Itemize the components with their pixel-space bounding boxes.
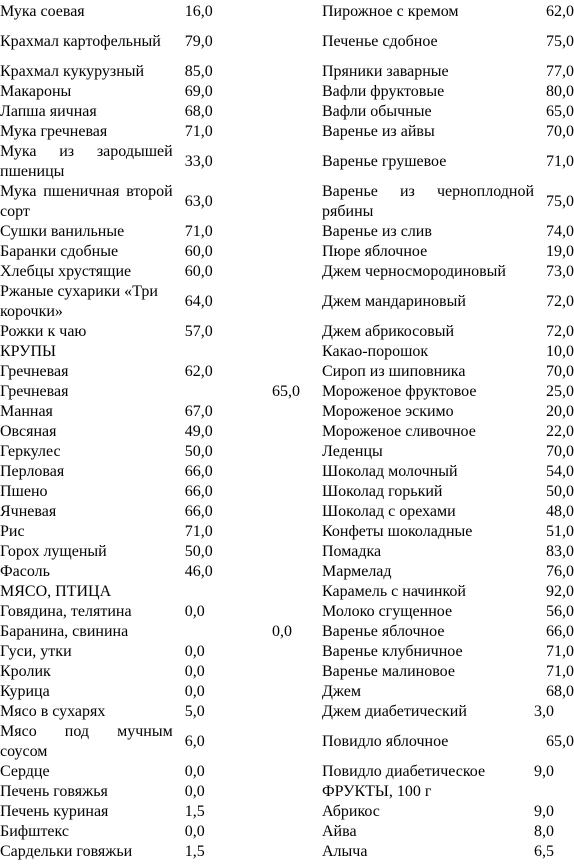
item-name: Хлебцы хрустящие	[0, 263, 132, 280]
table-row	[322, 622, 574, 642]
item-value: 70,0	[546, 123, 574, 140]
table-row	[0, 242, 222, 262]
item-name: Джем диабетический	[322, 703, 467, 720]
item-name: Мука соевая	[0, 3, 85, 20]
item-name: Шоколад молочный	[322, 463, 458, 480]
item-name: Алыча	[322, 843, 368, 860]
item-value: 73,0	[546, 263, 574, 280]
table-row	[0, 582, 222, 602]
table-row	[322, 182, 574, 222]
item-value: 0,0	[184, 783, 205, 800]
table-row	[322, 842, 574, 862]
item-name: Сушки ванильные	[0, 223, 125, 240]
item-name: Гречневая	[0, 383, 69, 400]
table-row	[322, 782, 574, 802]
item-value: 33,0	[184, 153, 213, 170]
item-value: 46,0	[184, 563, 213, 580]
item-name: Ячневая	[0, 503, 57, 520]
item-name: Печенье сдобное	[322, 33, 438, 50]
item-value: 1,5	[184, 843, 205, 860]
item-name: Печень говяжья	[0, 783, 108, 800]
table-row	[322, 342, 574, 362]
table-row	[0, 682, 222, 702]
item-value: 77,0	[546, 63, 574, 80]
table-row	[0, 662, 222, 682]
table-row	[0, 182, 222, 222]
item-name: Варенье грушевое	[322, 153, 447, 170]
item-value: 70,0	[546, 363, 574, 380]
table-row	[0, 222, 222, 242]
item-value: 19,0	[546, 243, 574, 260]
item-value: 1,5	[184, 803, 205, 820]
item-name: МЯСО, ПТИЦА	[0, 583, 112, 600]
item-name: Макароны	[0, 83, 72, 100]
item-value: 62,0	[546, 3, 574, 20]
item-name: Сироп из шиповника	[322, 363, 466, 380]
table-row	[0, 62, 222, 82]
item-value: 62,0	[184, 363, 213, 380]
item-name: Баранина, свинина	[0, 623, 129, 640]
table-row	[322, 242, 574, 262]
item-value: 60,0	[184, 263, 213, 280]
table-row	[322, 762, 574, 782]
table-row	[0, 822, 222, 842]
item-value: 92,0	[546, 583, 574, 600]
item-name: Джем абрикосовый	[322, 323, 455, 340]
item-name: Мука пшеничная второй сорт	[0, 183, 173, 220]
item-name: Варенье из айвы	[322, 123, 435, 140]
item-value: 9,0	[534, 803, 554, 820]
table-row	[0, 622, 222, 642]
item-name: Гуси, утки	[0, 643, 72, 660]
item-value: 49,0	[184, 423, 213, 440]
item-value: 8,0	[534, 823, 554, 840]
item-name: Кролик	[0, 663, 51, 680]
item-name: Шоколад с орехами	[322, 503, 456, 520]
item-value: 0,0	[272, 623, 292, 640]
table-row	[0, 482, 222, 502]
item-value: 16,0	[184, 3, 213, 20]
item-value: 0,0	[184, 683, 205, 700]
item-name: Конфеты шоколадные	[322, 523, 473, 540]
item-value: 9,0	[534, 763, 554, 780]
table-row	[0, 802, 222, 822]
item-value: 66,0	[546, 623, 574, 640]
table-row	[322, 282, 574, 322]
item-name: Печень куриная	[0, 803, 109, 820]
item-name: Крахмал кукурузный	[0, 63, 145, 80]
item-name: Повидло яблочное	[322, 733, 449, 750]
item-name: Баранки сдобные	[0, 243, 119, 260]
table-row	[322, 2, 574, 22]
table-row	[322, 482, 574, 502]
table-row	[322, 262, 574, 282]
item-name: Айва	[322, 823, 357, 840]
item-name: Мороженое эскимо	[322, 403, 454, 420]
table-row	[0, 382, 222, 402]
item-value: 0,0	[184, 643, 205, 660]
item-value: 83,0	[546, 543, 574, 560]
item-value: 56,0	[546, 603, 574, 620]
item-name: Варенье клубничное	[322, 643, 463, 660]
item-name: Джем черносмородиновый	[322, 263, 506, 280]
item-name: Пшено	[0, 483, 48, 500]
table-row	[0, 282, 222, 322]
table-row	[322, 682, 574, 702]
item-value: 50,0	[546, 483, 574, 500]
item-value: 54,0	[546, 463, 574, 480]
item-name: Фасоль	[0, 563, 50, 580]
table-row	[322, 662, 574, 682]
item-name: Джем мандариновый	[322, 293, 466, 310]
table-row	[322, 802, 574, 822]
item-value: 60,0	[184, 243, 213, 260]
table-row	[322, 422, 574, 442]
item-name: Ржаные сухарики «Три корочки»	[0, 283, 158, 320]
table-row	[322, 522, 574, 542]
item-value: 5,0	[184, 703, 205, 720]
table-row	[0, 322, 222, 342]
table-row	[322, 722, 574, 762]
item-value: 0,0	[184, 603, 205, 620]
table-row	[322, 602, 574, 622]
item-name: Рожки к чаю	[0, 323, 87, 340]
item-value: 57,0	[184, 323, 213, 340]
table-row	[0, 462, 222, 482]
item-name: Пюре яблочное	[322, 243, 428, 260]
item-name: Бифштекс	[0, 823, 70, 840]
item-name: Леденцы	[322, 443, 383, 460]
table-row	[0, 342, 222, 362]
item-value: 3,0	[534, 703, 554, 720]
table-row	[322, 462, 574, 482]
table-row	[322, 582, 574, 602]
item-value: 65,0	[546, 103, 574, 120]
middle-value-row	[222, 622, 322, 642]
table-row	[0, 522, 222, 542]
item-name: ФРУКТЫ, 100 г	[322, 783, 432, 800]
table-row	[322, 82, 574, 102]
item-name: Пирожное с кремом	[322, 3, 459, 20]
table-row	[0, 402, 222, 422]
table-row	[322, 562, 574, 582]
item-name: Вафли обычные	[322, 103, 432, 120]
table-row	[322, 822, 574, 842]
table-row	[322, 122, 574, 142]
item-value: 22,0	[546, 423, 574, 440]
item-value: 66,0	[184, 483, 213, 500]
middle-value-row	[222, 382, 322, 402]
table-row	[322, 102, 574, 122]
item-value: 71,0	[184, 523, 213, 540]
item-value: 0,0	[184, 763, 205, 780]
item-value: 69,0	[184, 83, 213, 100]
table-row	[0, 502, 222, 522]
item-value: 76,0	[546, 563, 574, 580]
item-name: Овсяная	[0, 423, 57, 440]
item-value: 70,0	[546, 443, 574, 460]
item-name: КРУПЫ	[0, 343, 57, 360]
table-row	[0, 602, 222, 622]
item-name: Помадка	[322, 543, 382, 560]
item-value: 25,0	[546, 383, 574, 400]
item-value: 68,0	[546, 683, 574, 700]
item-name: Мармелад	[322, 563, 392, 580]
item-value: 68,0	[184, 103, 213, 120]
item-value: 64,0	[184, 293, 213, 310]
table-row	[0, 762, 222, 782]
item-name: Варенье из черноплодной рябины	[322, 183, 534, 220]
item-value: 71,0	[184, 223, 213, 240]
table-row	[322, 382, 574, 402]
item-value: 48,0	[546, 503, 574, 520]
item-value: 20,0	[546, 403, 574, 420]
item-name: Варенье малиновое	[322, 663, 455, 680]
table-row	[322, 22, 574, 62]
item-value: 51,0	[546, 523, 574, 540]
item-value: 0,0	[184, 823, 205, 840]
table-row	[0, 842, 222, 862]
item-name: Какао-порошок	[322, 343, 429, 360]
item-value: 67,0	[184, 403, 213, 420]
item-name: Мороженое сливочное	[322, 423, 476, 440]
item-name: Лапша яичная	[0, 103, 97, 120]
item-name: Гречневая	[0, 363, 69, 380]
item-value: 66,0	[184, 463, 213, 480]
item-value: 50,0	[184, 543, 213, 560]
item-name: Мука гречневая	[0, 123, 108, 140]
table-row	[0, 122, 222, 142]
item-value: 10,0	[546, 343, 574, 360]
item-value: 6,0	[184, 733, 205, 750]
item-name: Абрикос	[322, 803, 380, 820]
table-row	[0, 562, 222, 582]
table-row	[0, 22, 222, 62]
table-row	[0, 442, 222, 462]
table-row	[0, 542, 222, 562]
item-name: Сардельки говяжьи	[0, 843, 133, 860]
item-value: 75,0	[546, 193, 574, 210]
item-name: Пряники заварные	[322, 63, 449, 80]
item-name: Говядина, телятина	[0, 603, 132, 620]
item-value: 63,0	[184, 193, 213, 210]
table-row	[322, 442, 574, 462]
item-value: 71,0	[184, 123, 213, 140]
table-row	[322, 702, 574, 722]
item-value: 0,0	[184, 663, 205, 680]
table-row	[0, 262, 222, 282]
item-value: 66,0	[184, 503, 213, 520]
table-row	[0, 82, 222, 102]
item-name: Варенье яблочное	[322, 623, 445, 640]
table-row	[322, 502, 574, 522]
item-value: 65,0	[546, 733, 574, 750]
item-name: Мясо под мучным соусом	[0, 723, 173, 760]
item-name: Мука из зародышей пшеницы	[0, 143, 173, 180]
item-name: Шоколад горький	[322, 483, 443, 500]
item-value: 71,0	[546, 153, 574, 170]
table-row	[0, 642, 222, 662]
table-row	[0, 782, 222, 802]
item-value: 65,0	[272, 383, 300, 400]
item-name: Молоко сгущенное	[322, 603, 453, 620]
item-value: 72,0	[546, 323, 574, 340]
item-name: Мороженое фруктовое	[322, 383, 477, 400]
item-name: Повидло диабетическое	[322, 763, 486, 780]
table-row	[0, 702, 222, 722]
table-row	[322, 362, 574, 382]
item-value: 74,0	[546, 223, 574, 240]
item-name: Манная	[0, 403, 53, 420]
item-name: Горох лущеный	[0, 543, 107, 560]
table-row	[0, 362, 222, 382]
table-row	[322, 222, 574, 242]
table-row	[0, 102, 222, 122]
item-name: Рис	[0, 523, 25, 540]
item-name: Джем	[322, 683, 361, 700]
table-row	[322, 402, 574, 422]
table-row	[322, 322, 574, 342]
item-name: Варенье из слив	[322, 223, 432, 240]
item-value: 6,5	[534, 843, 554, 860]
item-name: Карамель с начинкой	[322, 583, 466, 600]
item-name: Сердце	[0, 763, 50, 780]
table-row	[0, 2, 222, 22]
item-value: 71,0	[546, 643, 574, 660]
item-name: Курица	[0, 683, 50, 700]
table-row	[322, 642, 574, 662]
table-row	[0, 422, 222, 442]
table-row	[0, 722, 222, 762]
item-name: Геркулес	[0, 443, 61, 460]
item-value: 75,0	[546, 33, 574, 50]
table-row	[322, 542, 574, 562]
item-value: 85,0	[184, 63, 213, 80]
item-value: 50,0	[184, 443, 213, 460]
item-name: Вафли фруктовые	[322, 83, 445, 100]
item-name: Мясо в сухарях	[0, 703, 106, 720]
item-value: 79,0	[184, 33, 213, 50]
table-row	[322, 142, 574, 182]
table-row	[322, 62, 574, 82]
item-value: 72,0	[546, 293, 574, 310]
item-value: 71,0	[546, 663, 574, 680]
item-name: Перловая	[0, 463, 65, 480]
table-row	[0, 142, 222, 182]
item-name: Крахмал картофельный	[0, 33, 161, 50]
item-value: 80,0	[546, 83, 574, 100]
